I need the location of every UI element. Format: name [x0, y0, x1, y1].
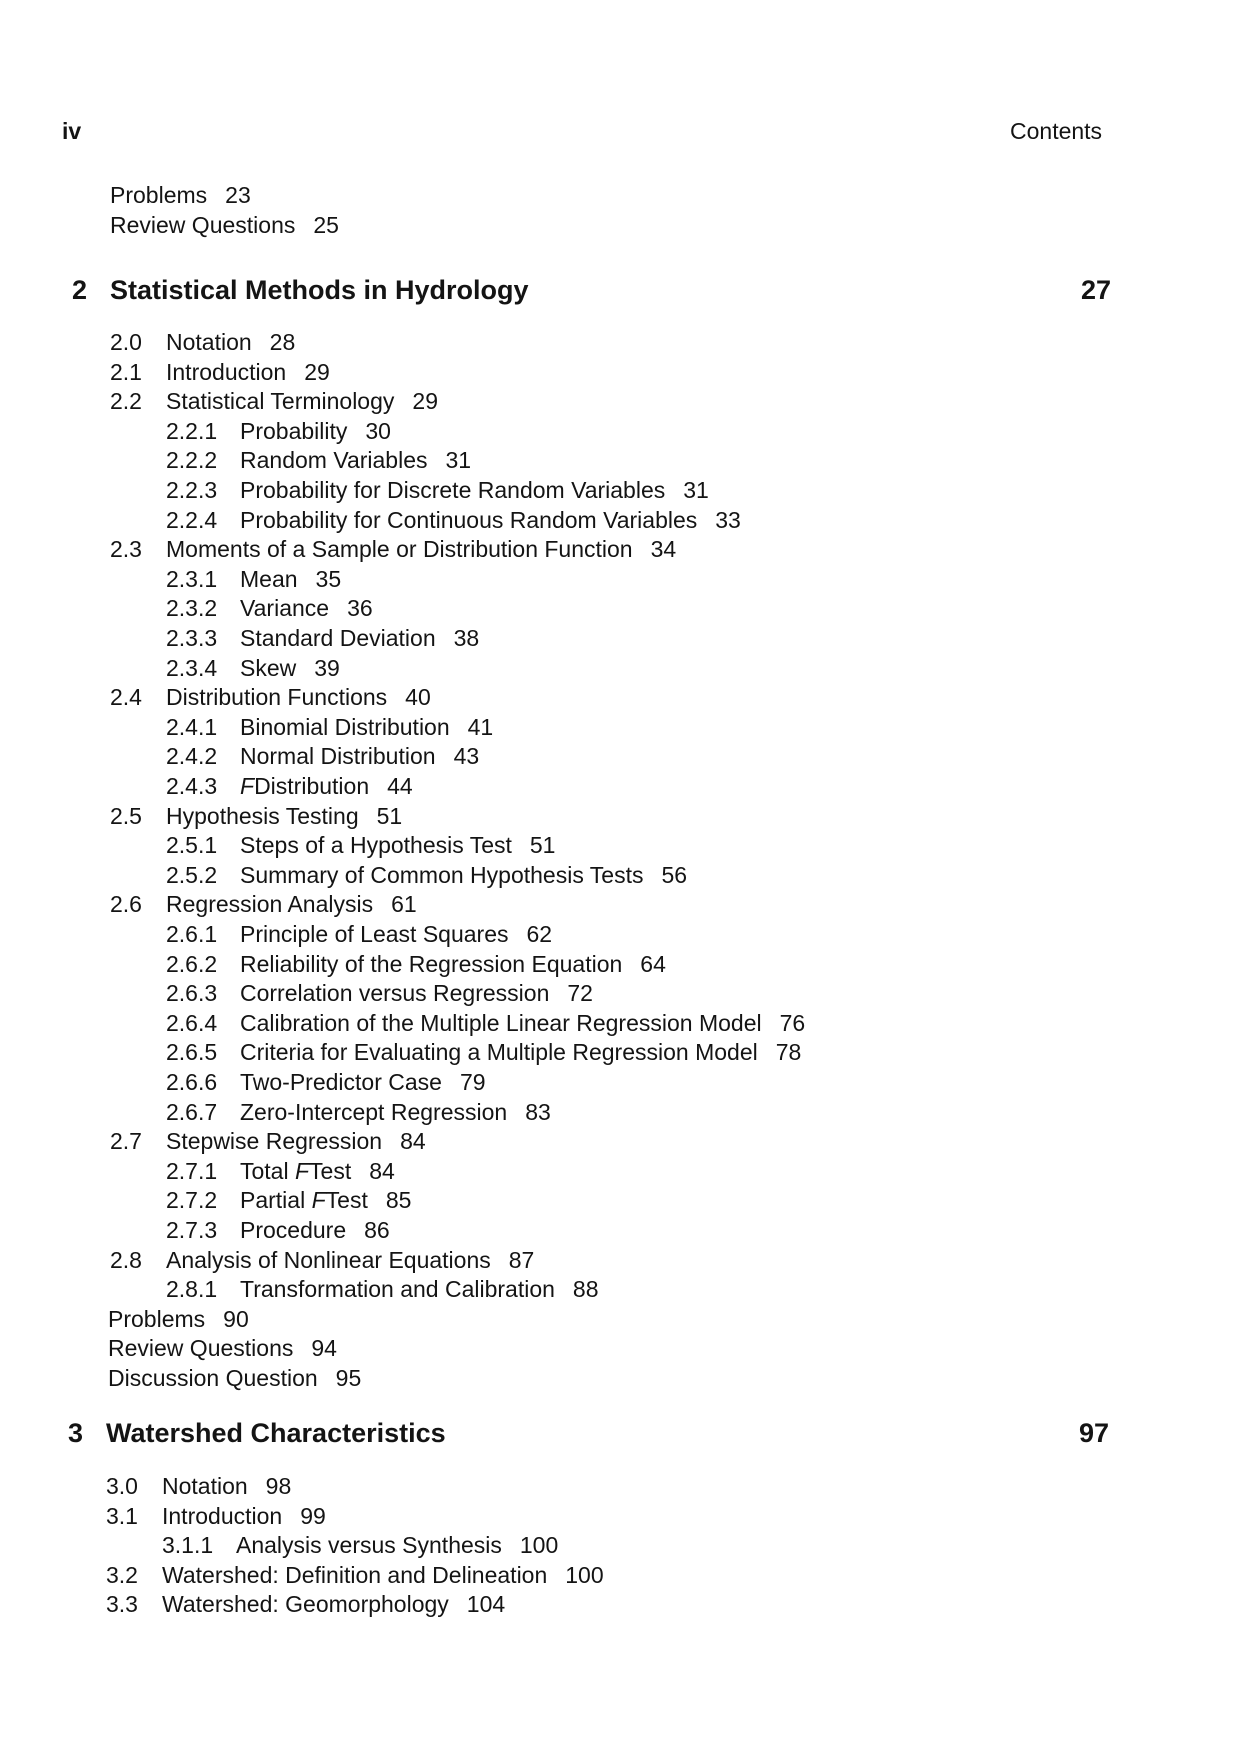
entry-title	[162, 1560, 604, 1590]
chapter-title: Statistical Methods in Hydrology	[110, 275, 529, 305]
entry-title	[166, 1245, 534, 1275]
entry-title	[108, 1333, 337, 1363]
entry-title	[236, 1530, 558, 1560]
entry-page: 23	[225, 182, 251, 208]
entry-title-text: Analysis of Nonlinear Equations	[166, 1246, 491, 1273]
entry-title	[166, 801, 402, 831]
entry-page: 35	[315, 565, 342, 592]
entry-number: 2.5.2	[166, 861, 218, 888]
entry-title-text: Random Variables	[240, 447, 428, 474]
entry-title	[240, 653, 340, 683]
entry-page: 84	[400, 1128, 426, 1155]
entry-page: 51	[376, 802, 403, 829]
entry-title-text: Two-Predictor Case	[240, 1069, 442, 1095]
entry-title-text: Correlation versus Regression	[240, 980, 550, 1007]
entry-title-text: Stepwise Regression	[166, 1128, 383, 1155]
entry-title-text: Watershed: Definition and Delineation	[162, 1561, 548, 1588]
entry-title-text: Calibration of the Multiple Linear Regression Model	[240, 1009, 762, 1036]
entry-title	[240, 623, 479, 653]
running-title: Contents	[1010, 118, 1103, 144]
entry-title-text: Zero-Intercept Regression	[240, 1098, 508, 1125]
entry-page: 51	[529, 832, 556, 859]
entry-title-text: Summary of Common Hypothesis Tests	[240, 861, 644, 888]
entry-page: 61	[391, 891, 417, 918]
entry-title	[110, 210, 339, 240]
entry-title-prefix: Total	[240, 1157, 295, 1184]
entry-page: 83	[525, 1098, 551, 1125]
entry-number: 3.2	[106, 1561, 138, 1588]
entry-number: 2.2.2	[166, 447, 218, 474]
entry-title	[108, 1363, 361, 1393]
entry-page: 40	[405, 684, 431, 711]
entry-number: 2.5	[110, 802, 142, 829]
entry-title	[240, 771, 413, 801]
entry-page: 78	[775, 1039, 802, 1066]
entry-page: 90	[223, 1305, 249, 1332]
entry-title-text: Probability for Discrete Random Variables	[240, 477, 666, 503]
entry-number: 2.3.3	[166, 625, 218, 651]
entry-page: 64	[640, 950, 666, 977]
entry-title-text: Steps of a Hypothesis Test	[240, 832, 512, 859]
entry-number: 2.6.7	[166, 1098, 218, 1125]
entry-title	[162, 1501, 326, 1531]
entry-title	[240, 445, 471, 475]
entry-page: 41	[467, 713, 494, 740]
entry-title	[240, 949, 666, 979]
entry-number: 2.8.1	[166, 1276, 218, 1303]
entry-page: 34	[650, 536, 677, 563]
entry-number: 2.4.2	[166, 743, 218, 770]
entry-number: 2.4	[110, 684, 142, 711]
entry-number: 2.4.3	[166, 773, 218, 799]
entry-number: 2.6.1	[166, 921, 218, 947]
entry-number: 2.4.1	[166, 713, 218, 740]
entry-number: 2.6.4	[166, 1009, 218, 1036]
entry-title	[240, 416, 391, 446]
entry-title	[166, 1126, 426, 1156]
entry-title	[240, 593, 373, 623]
entry-title-text: Hypothesis Testing	[166, 802, 359, 829]
entry-page: 86	[364, 1217, 390, 1243]
entry-page: 38	[453, 625, 480, 651]
entry-page: 72	[567, 980, 593, 1007]
entry-title-variable: F	[240, 773, 255, 799]
entry-number: 2.1	[110, 358, 142, 385]
entry-title-prefix: Partial	[240, 1187, 312, 1214]
entry-title-text: Watershed: Geomorphology	[162, 1591, 449, 1618]
entry-title	[166, 889, 417, 919]
entry-number: 2.3.2	[166, 595, 218, 622]
entry-number: 3.1.1	[162, 1532, 214, 1559]
entry-page: 87	[508, 1246, 535, 1273]
entry-page: 29	[304, 358, 330, 385]
entry-page: 31	[683, 477, 709, 503]
entry-title	[240, 505, 741, 535]
entry-number: 2.2.3	[166, 477, 218, 503]
entry-page: 104	[466, 1591, 506, 1618]
entry-title	[240, 712, 493, 742]
entry-title	[162, 1589, 505, 1619]
entry-title-text: Mean	[240, 565, 298, 592]
entry-title	[240, 1215, 390, 1245]
entry-number: 2.8	[110, 1246, 142, 1273]
entry-number: 3.0	[106, 1473, 138, 1499]
entry-title-text: Standard Deviation	[240, 625, 436, 651]
entry-title-text: Binomial Distribution	[240, 713, 450, 740]
entry-number: 2.7.3	[166, 1217, 218, 1243]
entry-title-text: Probability	[240, 417, 348, 444]
entry-page: 95	[335, 1365, 362, 1391]
entry-title	[240, 475, 709, 505]
entry-title-text: Normal Distribution	[240, 743, 436, 770]
entry-title-text: Transformation and Calibration	[240, 1276, 555, 1303]
entry-title-text: Variance	[240, 595, 330, 622]
entry-number: 2.6.3	[166, 980, 218, 1007]
entry-number: 2.7	[110, 1128, 142, 1155]
entry-title-text: Regression Analysis	[166, 891, 374, 918]
entry-title-text: Moments of a Sample or Distribution Function	[166, 536, 633, 563]
entry-title-text: Problems	[108, 1305, 206, 1332]
entry-title	[166, 682, 431, 712]
entry-title-text: Principle of Least Squares	[240, 921, 509, 947]
entry-title	[240, 919, 552, 949]
entry-page: 36	[347, 595, 373, 622]
entry-title	[240, 1156, 395, 1186]
entry-page: 79	[459, 1069, 486, 1095]
entry-title	[240, 564, 341, 594]
entry-title	[240, 741, 479, 771]
entry-number: 2.6.2	[166, 950, 218, 977]
entry-page: 84	[369, 1157, 395, 1184]
entry-page: 43	[453, 743, 480, 770]
chapter-heading[interactable]	[0, 272, 1245, 308]
entry-number: 2.6.6	[166, 1069, 218, 1095]
entry-title	[240, 978, 593, 1008]
entry-title-text: Test	[309, 1157, 352, 1184]
entry-page: 100	[565, 1561, 604, 1588]
entry-title-text: Procedure	[240, 1217, 347, 1243]
entry-title-variable: F	[294, 1157, 310, 1184]
entry-number: 2.5.1	[166, 832, 218, 859]
entry-page: 56	[661, 861, 688, 888]
entry-title-text: Skew	[240, 654, 297, 681]
entry-title	[240, 1037, 801, 1067]
chapter-page: 97	[1078, 1418, 1109, 1448]
entry-title-text: Notation	[166, 329, 252, 355]
entry-page: 76	[779, 1009, 806, 1036]
entry-title-text: Notation	[162, 1473, 248, 1499]
entry-title-text: Criteria for Evaluating a Multiple Regression Model	[240, 1039, 758, 1066]
entry-title	[240, 1008, 805, 1038]
entry-number: 2.6	[110, 891, 142, 918]
entry-title-text: Introduction	[166, 358, 287, 385]
entry-number: 2.2.4	[166, 506, 218, 533]
chapter-heading[interactable]	[0, 1415, 1245, 1451]
entry-title-text: Analysis versus Synthesis	[236, 1532, 502, 1559]
entry-page: 28	[269, 329, 296, 355]
entry-title-text: Reliability of the Regression Equation	[240, 950, 623, 977]
entry-title	[108, 1304, 249, 1334]
entry-title	[240, 1185, 411, 1215]
entry-page: 62	[526, 921, 553, 947]
entry-title	[166, 386, 438, 416]
entry-title	[240, 830, 555, 860]
entry-number: 2.6.5	[166, 1039, 218, 1066]
entry-title-text: Review Questions	[110, 211, 296, 238]
entry-page: 100	[519, 1532, 559, 1559]
entry-number: 2.0	[110, 329, 142, 355]
entry-title-text: Discussion Question	[108, 1365, 318, 1391]
entry-title	[240, 860, 687, 890]
entry-page: 98	[265, 1473, 292, 1499]
entry-title-text: Distribution Functions	[166, 684, 388, 711]
entry-number: 2.7.1	[166, 1157, 218, 1184]
entry-title	[110, 180, 251, 210]
entry-title-text: Review Questions	[108, 1335, 294, 1362]
entry-number: 2.7.2	[166, 1187, 218, 1214]
page-number: iv	[62, 118, 82, 144]
entry-number: 3.1	[106, 1502, 138, 1529]
entry-number: 2.2	[110, 388, 142, 415]
entry-page: 99	[300, 1502, 326, 1529]
entry-title	[166, 327, 295, 357]
entry-number: 3.3	[106, 1591, 138, 1618]
chapter-number: 3	[68, 1418, 84, 1448]
entry-title	[166, 534, 676, 564]
entry-title-text: Test	[325, 1187, 368, 1214]
chapter-number: 2	[72, 275, 88, 305]
entry-title-text: Probability for Continuous Random Variables	[240, 506, 698, 533]
entry-title	[240, 1067, 486, 1097]
entry-page: 31	[445, 447, 472, 474]
entry-title	[240, 1097, 551, 1127]
entry-page: 25	[313, 211, 339, 238]
entry-page: 85	[385, 1187, 412, 1214]
chapter-title: Watershed Characteristics	[106, 1418, 446, 1448]
entry-title	[240, 1274, 599, 1304]
entry-page: 88	[572, 1276, 599, 1303]
entry-number: 2.3.4	[166, 654, 218, 681]
entry-number: 2.2.1	[166, 417, 218, 444]
entry-title-text: Introduction	[162, 1502, 283, 1529]
entry-page: 29	[412, 388, 438, 415]
entry-page: 39	[314, 654, 340, 681]
entry-number: 2.3.1	[166, 565, 218, 592]
entry-page: 30	[365, 417, 391, 444]
entry-page: 33	[715, 506, 741, 533]
entry-page: 94	[311, 1335, 337, 1362]
entry-title	[166, 357, 330, 387]
entry-title-text: Statistical Terminology	[166, 388, 395, 415]
entry-number: 2.3	[110, 536, 142, 563]
entry-title-text: Distribution	[254, 773, 370, 799]
chapter-page: 27	[1080, 275, 1111, 305]
entry-title-variable: F	[311, 1187, 326, 1214]
entry-title	[162, 1471, 291, 1501]
entry-title-text: Problems	[110, 182, 208, 208]
entry-page: 44	[387, 773, 413, 799]
